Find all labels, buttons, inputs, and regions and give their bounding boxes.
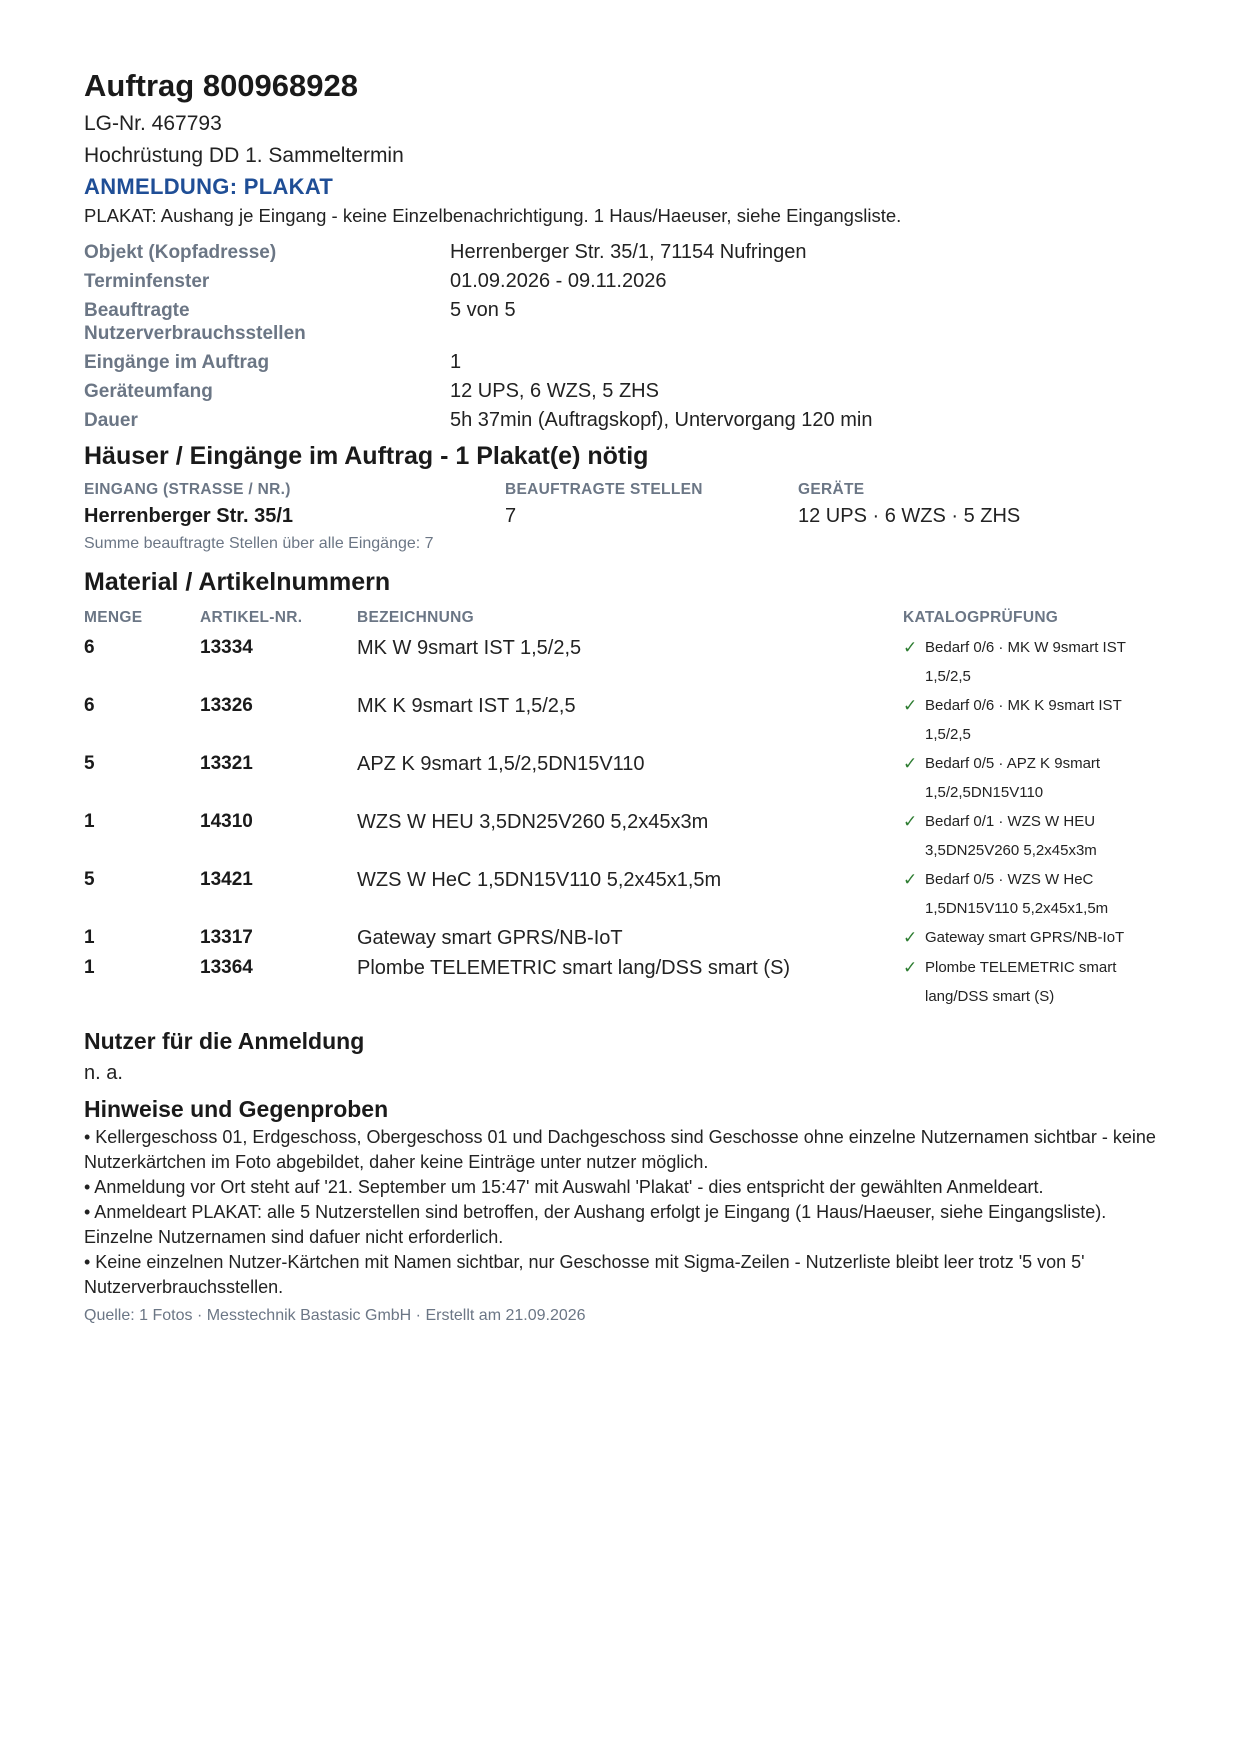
material-katalog [903, 953, 1174, 1011]
material-table [84, 603, 1174, 1011]
detail-label: Geräteumfang [84, 381, 213, 402]
material-katalog [903, 923, 1174, 953]
material-bezeichnung: MK W 9smart IST 1,5/2,5 [357, 637, 582, 659]
katalog-line: Bedarf 0/6 · MK W 9smart IST [925, 639, 1126, 656]
material-menge: 1 [84, 957, 95, 978]
material-bezeichnung: MK K 9smart IST 1,5/2,5 [357, 695, 576, 717]
katalog-text [925, 953, 1141, 1011]
material-menge: 5 [84, 753, 95, 774]
material-katalog [903, 749, 1174, 807]
katalog-line: Gateway smart GPRS/NB-IoT [925, 929, 1125, 946]
hint-item: • Anmeldeart PLAKAT: alle 5 Nutzerstellen sind betroffen, der Aushang erfolgt je Eingang (1 Haus/Haeuser, siehe Eingangsliste). Einzelne Nutzernamen sind dafuer nicht erforderlich. [84, 1202, 1107, 1247]
document-page [84, 64, 1174, 1332]
column-header: ARTIKEL-NR. [200, 609, 303, 626]
katalog-line: lang/DSS smart (S) [925, 988, 1055, 1005]
material-menge: 1 [84, 927, 95, 948]
katalog-line: 1,5/2,5DN15V110 [925, 784, 1044, 801]
material-menge: 6 [84, 695, 95, 716]
check-icon: ✓ [903, 696, 918, 715]
check-icon: ✓ [903, 754, 918, 773]
material-bezeichnung: Gateway smart GPRS/NB-IoT [357, 927, 623, 949]
material-artikel: 14310 [200, 811, 253, 832]
katalog-line: Bedarf 0/6 · MK K 9smart IST [925, 697, 1122, 714]
material-menge: 6 [84, 637, 95, 658]
check-icon: ✓ [903, 928, 918, 947]
katalog-line: 1,5/2,5 [925, 726, 971, 743]
material-artikel: 13321 [200, 753, 253, 774]
katalog-text [925, 749, 1141, 807]
hint-item: • Anmeldung vor Ort steht auf '21. September um 15:47' mit Auswahl 'Plakat' - dies entspricht der gewählten Anmeldeart. [84, 1177, 1044, 1197]
detail-label: Dauer [84, 410, 138, 431]
column-header: EINGANG (STRASSE / NR.) [84, 481, 291, 498]
column-header: KATALOGPRÜFUNG [903, 609, 1059, 626]
nutzer-heading: Nutzer für die Anmeldung [84, 1028, 365, 1054]
house-eingang: Herrenberger Str. 35/1 [84, 505, 293, 527]
detail-label: Beauftragte Nutzerverbrauchsstellen [84, 300, 306, 344]
material-bezeichnung: WZS W HeC 1,5DN15V110 5,2x45x1,5m [357, 869, 722, 891]
material-heading: Material / Artikelnummern [84, 568, 391, 596]
column-header: MENGE [84, 609, 143, 626]
katalog-line: 1,5/2,5 [925, 668, 971, 685]
house-stellen: 7 [505, 505, 517, 527]
detail-value: Herrenberger Str. 35/1, 71154 Nufringen [450, 241, 807, 263]
subtitle: Hochrüstung DD 1. Sammeltermin [84, 144, 404, 167]
nutzer-value: n. a. [84, 1062, 123, 1084]
check-icon: ✓ [903, 870, 918, 889]
detail-label: Objekt (Kopfadresse) [84, 242, 277, 263]
houses-table [84, 479, 1174, 531]
material-katalog [903, 691, 1174, 749]
material-artikel: 13364 [200, 957, 253, 978]
detail-value: 12 UPS, 6 WZS, 5 ZHS [450, 380, 659, 402]
material-katalog [903, 633, 1174, 691]
katalog-line: Bedarf 0/5 · WZS W HeC [925, 871, 1094, 888]
check-icon: ✓ [903, 812, 918, 831]
hinweise-list [84, 1125, 1174, 1300]
hinweise-heading: Hinweise und Gegenproben [84, 1096, 389, 1122]
material-artikel: 13421 [200, 869, 253, 890]
katalog-text [925, 633, 1141, 691]
katalog-text [925, 865, 1141, 923]
plakat-description: PLAKAT: Aushang je Eingang - keine Einzelbenachrichtigung. 1 Haus/Haeuser, siehe Eingangsliste. [84, 205, 902, 226]
detail-value: 5 von 5 [450, 299, 516, 321]
hint-item: • Kellergeschoss 01, Erdgeschoss, Obergeschoss 01 und Dachgeschoss sind Geschosse ohne einzelne Nutzernamen sichtbar - keine Nutzerkärtchen im Foto abgebildet, daher keine Einträge unter nutzer möglich. [84, 1127, 1156, 1172]
katalog-text [925, 923, 1141, 953]
detail-value: 5h 37min (Auftragskopf), Untervorgang 120 min [450, 409, 873, 431]
column-header: BEZEICHNUNG [357, 609, 474, 626]
detail-label: Eingänge im Auftrag [84, 352, 270, 373]
houses-heading: Häuser / Eingänge im Auftrag - 1 Plakat(e) nötig [84, 442, 649, 470]
sum-note: Summe beauftragte Stellen über alle Eingänge: 7 [84, 535, 434, 552]
katalog-line: Bedarf 0/5 · APZ K 9smart [925, 755, 1101, 772]
column-header: BEAUFTRAGTE STELLEN [505, 481, 703, 498]
katalog-line: Bedarf 0/1 · WZS W HEU [925, 813, 1096, 830]
material-bezeichnung: WZS W HEU 3,5DN25V260 5,2x45x3m [357, 811, 709, 833]
material-menge: 5 [84, 869, 95, 890]
check-icon: ✓ [903, 958, 918, 977]
material-menge: 1 [84, 811, 95, 832]
katalog-line: Plombe TELEMETRIC smart [925, 959, 1117, 976]
katalog-text [925, 807, 1141, 865]
detail-value: 01.09.2026 - 09.11.2026 [450, 270, 667, 292]
katalog-line: 1,5DN15V110 5,2x45x1,5m [925, 900, 1109, 917]
column-header: GERÄTE [798, 481, 865, 498]
lg-number: LG-Nr. 467793 [84, 112, 222, 135]
material-katalog [903, 865, 1174, 923]
material-artikel: 13334 [200, 637, 253, 658]
material-artikel: 13317 [200, 927, 253, 948]
house-geraete: 12 UPS · 6 WZS · 5 ZHS [798, 505, 1021, 527]
material-bezeichnung: APZ K 9smart 1,5/2,5DN15V110 [357, 753, 645, 775]
detail-label: Terminfenster [84, 271, 210, 292]
anmeldung-type: ANMELDUNG: PLAKAT [84, 174, 334, 199]
details-table [84, 238, 1174, 435]
material-bezeichnung: Plombe TELEMETRIC smart lang/DSS smart (S) [357, 957, 791, 979]
katalog-line: 3,5DN25V260 5,2x45x3m [925, 842, 1097, 859]
check-icon: ✓ [903, 638, 918, 657]
material-artikel: 13326 [200, 695, 253, 716]
page-title: Auftrag 800968928 [84, 68, 358, 103]
katalog-text [925, 691, 1141, 749]
material-katalog [903, 807, 1174, 865]
detail-value: 1 [450, 351, 462, 373]
hint-item: • Keine einzelnen Nutzer-Kärtchen mit Namen sichtbar, nur Geschosse mit Sigma-Zeilen - Nutzerliste bleibt leer trotz '5 von 5' Nutzerverbrauchsstellen. [84, 1252, 1085, 1297]
source-footer: Quelle: 1 Fotos · Messtechnik Bastasic GmbH · Erstellt am 21.09.2026 [84, 1307, 586, 1324]
